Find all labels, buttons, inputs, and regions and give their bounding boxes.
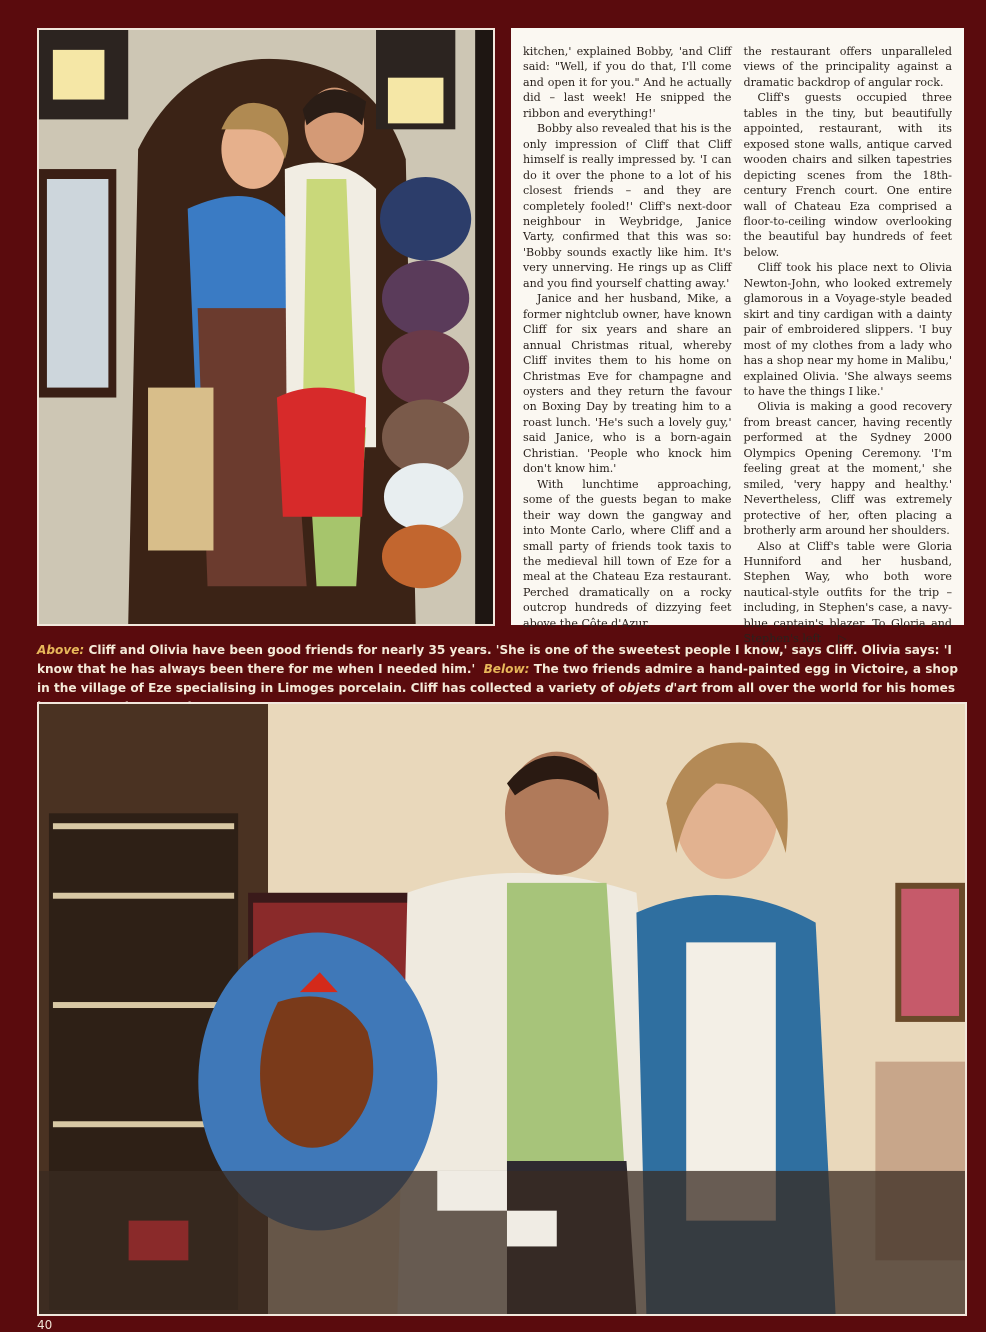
paragraph: Olivia is making a good recovery from breast cancer, having recently performed at the Sydney 2000 Olympics Opening Ceremony. 'I'm feeling great at the moment,' she smiled, 'very happy and healthy.' Nevertheless, Cliff was extremely protective of her, often placing a brotherly arm around her shoulders. bbox=[743, 400, 952, 538]
page-number: 40 bbox=[37, 1318, 53, 1332]
caption-below-label: Below: bbox=[483, 662, 530, 676]
paragraph: Bobby also revealed that his is the only impression of Cliff that Cliff himself is really impressed by. 'I can do it over the phone to a lot of his closest friends – and they are completely fooled!' Cliff's next-door neighbour in Weybridge, Janice Varty, confirmed that this was so: 'Bobby sounds exactly like him. It's very unnerving. He rings up as Cliff and you find yourself chatting away.' bbox=[523, 122, 732, 290]
paragraph: With lunchtime approaching, some of the guests began to make their way down the gangway and into Monte Carlo, where Cliff and a small party of friends took taxis to the medieval hill town of Eze for a meal at the Chateau Eza restaurant. Perched dramatically on a rocky outcrop hundreds of dizzying feet above the Côte d'Azur, bbox=[523, 477, 732, 630]
paragraph: Cliff took his place next to Olivia Newton-John, who looked extremely glamorous in a Voyage-style beaded skirt and tiny cardigan with a dainty pair of embroidered slippers. 'I buy most of my clothes from a lady who has a shop near my home in Malibu,' explained Olivia. 'She always seems to have the things I like.' bbox=[743, 261, 952, 398]
paragraph: kitchen,' explained Bobby, 'and Cliff said: "Well, if you do that, I'll come and open it for you." And he actually did – last week! He snipped the ribbon and everything!' bbox=[523, 45, 732, 120]
caption-above-text: Cliff and Olivia have been good friends for nearly 35 years. 'She is one of the sweetest people I know,' says Cliff. Olivia says: 'I know that he has always been there for me when I needed him.' bbox=[37, 643, 952, 676]
photo-bottom-shop-egg bbox=[37, 702, 967, 1316]
paragraph: the restaurant offers unparalleled views of the principality against a dramatic backdrop of angular rock. bbox=[743, 45, 952, 89]
paragraph-last-text: Also at Cliff's table were Gloria Hunniford and her husband, Stephen Way, who both wore nautical-style outfits for the trip – including, in Stephen's case, a navy-blue captain's blazer. To Gloria and Stephen's left bbox=[743, 539, 952, 646]
photo-bottom-illustration bbox=[39, 704, 965, 1314]
article-column-2 bbox=[743, 44, 953, 646]
article-column-1 bbox=[523, 44, 732, 630]
paragraph-last bbox=[744, 539, 953, 647]
caption-below-text: The two friends admire a hand-painted egg in Victoire, a shop in the village of Eze specialising in Limoges porcelain. Cliff has collected a variety of bbox=[37, 662, 958, 695]
article-text bbox=[511, 28, 964, 646]
photo-top-cliff-and-olivia bbox=[37, 28, 495, 626]
caption-italic-phrase: objets d'art bbox=[618, 681, 698, 695]
caption-above-label: Above: bbox=[37, 643, 85, 657]
paragraph: Janice and her husband, Mike, a former nightclub owner, have known Cliff for six years and share an annual Christmas ritual, whereby Cliff invites them to his home on Christmas Eve for champagne and oysters and they return the favour on Boxing Day by treating him to a roast lunch. 'He's such a lovely guy,' said Janice, who is a born-again Christian. 'People who knock him don't know him.' bbox=[523, 292, 732, 476]
photo-top-illustration bbox=[39, 30, 493, 624]
continue-arrow-icon: ▷ bbox=[838, 632, 847, 646]
caption-below-text-end: from all over the world for his homes bbox=[701, 681, 956, 695]
paragraph: Cliff's guests occupied three tables in the tiny, but beautifully appointed, restaurant, with its exposed stone walls, antique carved wooden chairs and silken tapestries depicting scenes from the 18th-century French court. One entire wall of Chateau Eza comprised a floor-to-ceiling window overlooking the beautiful bay hundreds of feet below. bbox=[743, 91, 952, 259]
